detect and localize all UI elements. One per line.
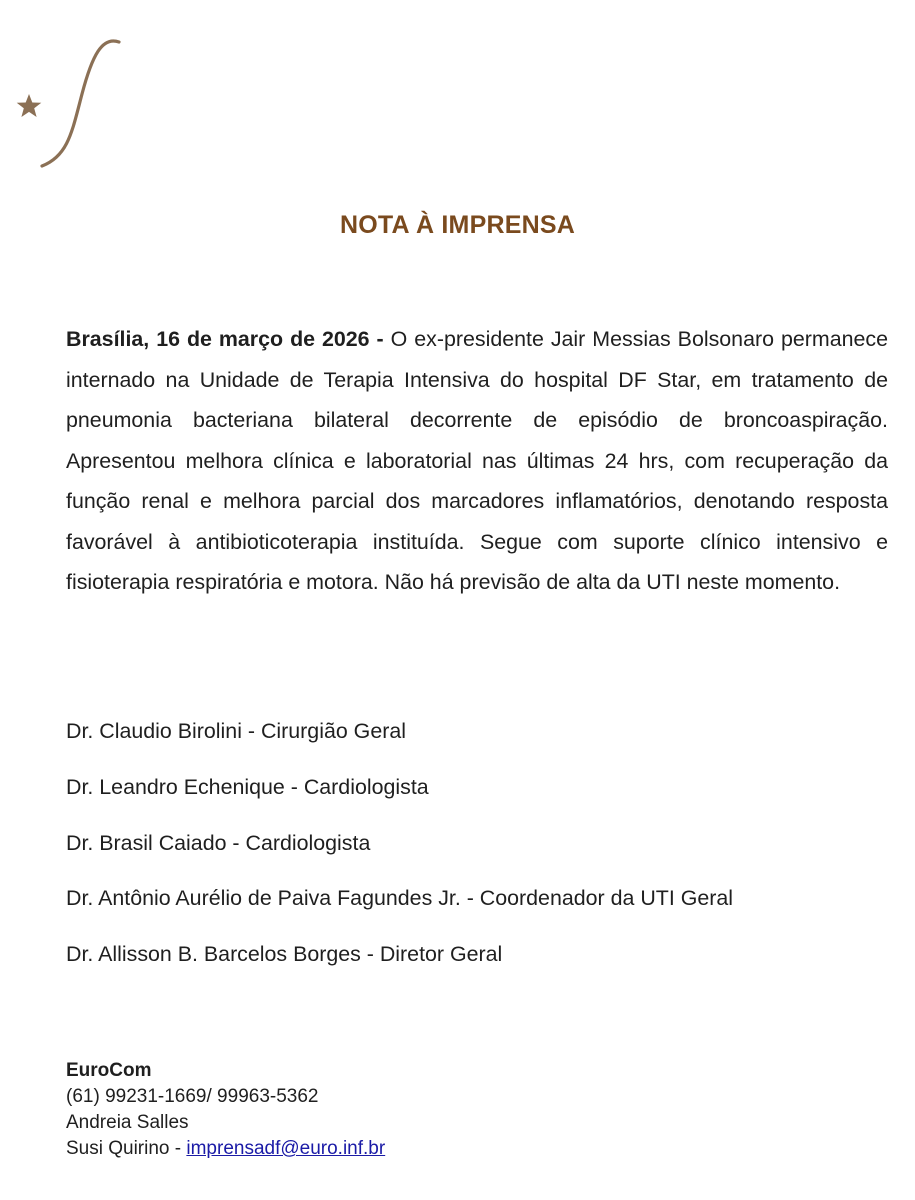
contact-phones: (61) 99231-1669/ 99963-5362	[66, 1086, 319, 1107]
statement-dateline: Brasília, 16 de março de 2026 -	[66, 327, 384, 351]
contact-person: Andreia Salles	[66, 1112, 189, 1133]
star-icon	[17, 94, 42, 117]
signature-line: Dr. Claudio Birolini - Cirurgião Geral	[66, 719, 406, 743]
statement-body: O ex-presidente Jair Messias Bolsonaro permanece internado na Unidade de Terapia Intensiva do hospital DF Star, em tratamento de pneumonia bacteriana bilateral decorrente de episódio de broncoaspiração. Apresentou melhora clínica e laboratorial nas últimas 24 hrs, com recuperação da função renal e melhora parcial dos marcadores inflamatórios, denotando resposta favorável à antibioticoterapia instituída. Segue com suporte clínico intensivo e fisioterapia respiratória e motora. Não há previsão de alta da UTI neste momento.	[66, 327, 888, 594]
press-contact	[66, 1058, 385, 1162]
signature-line: Dr. Allisson B. Barcelos Borges - Diretor Geral	[66, 942, 503, 967]
signatures-list	[66, 711, 733, 990]
star-integral-logo-icon	[10, 36, 130, 176]
contact-org: EuroCom	[66, 1060, 152, 1081]
contact-person-with-email	[66, 1136, 385, 1162]
contact-person: Susi Quirino -	[66, 1138, 187, 1159]
signature-line: Dr. Leandro Echenique - Cardiologista	[66, 774, 429, 799]
press-statement	[66, 319, 888, 603]
signature-line: Dr. Brasil Caiado - Cardiologista	[66, 830, 371, 855]
hospital-logo	[10, 36, 130, 176]
page-title: NOTA À IMPRENSA	[340, 211, 575, 239]
integral-stroke-icon	[42, 41, 119, 166]
email-link[interactable]: imprensadf@euro.inf.br	[186, 1138, 386, 1159]
signature-line: Dr. Antônio Aurélio de Paiva Fagundes Jr. - Coordenador da UTI Geral	[66, 886, 734, 911]
